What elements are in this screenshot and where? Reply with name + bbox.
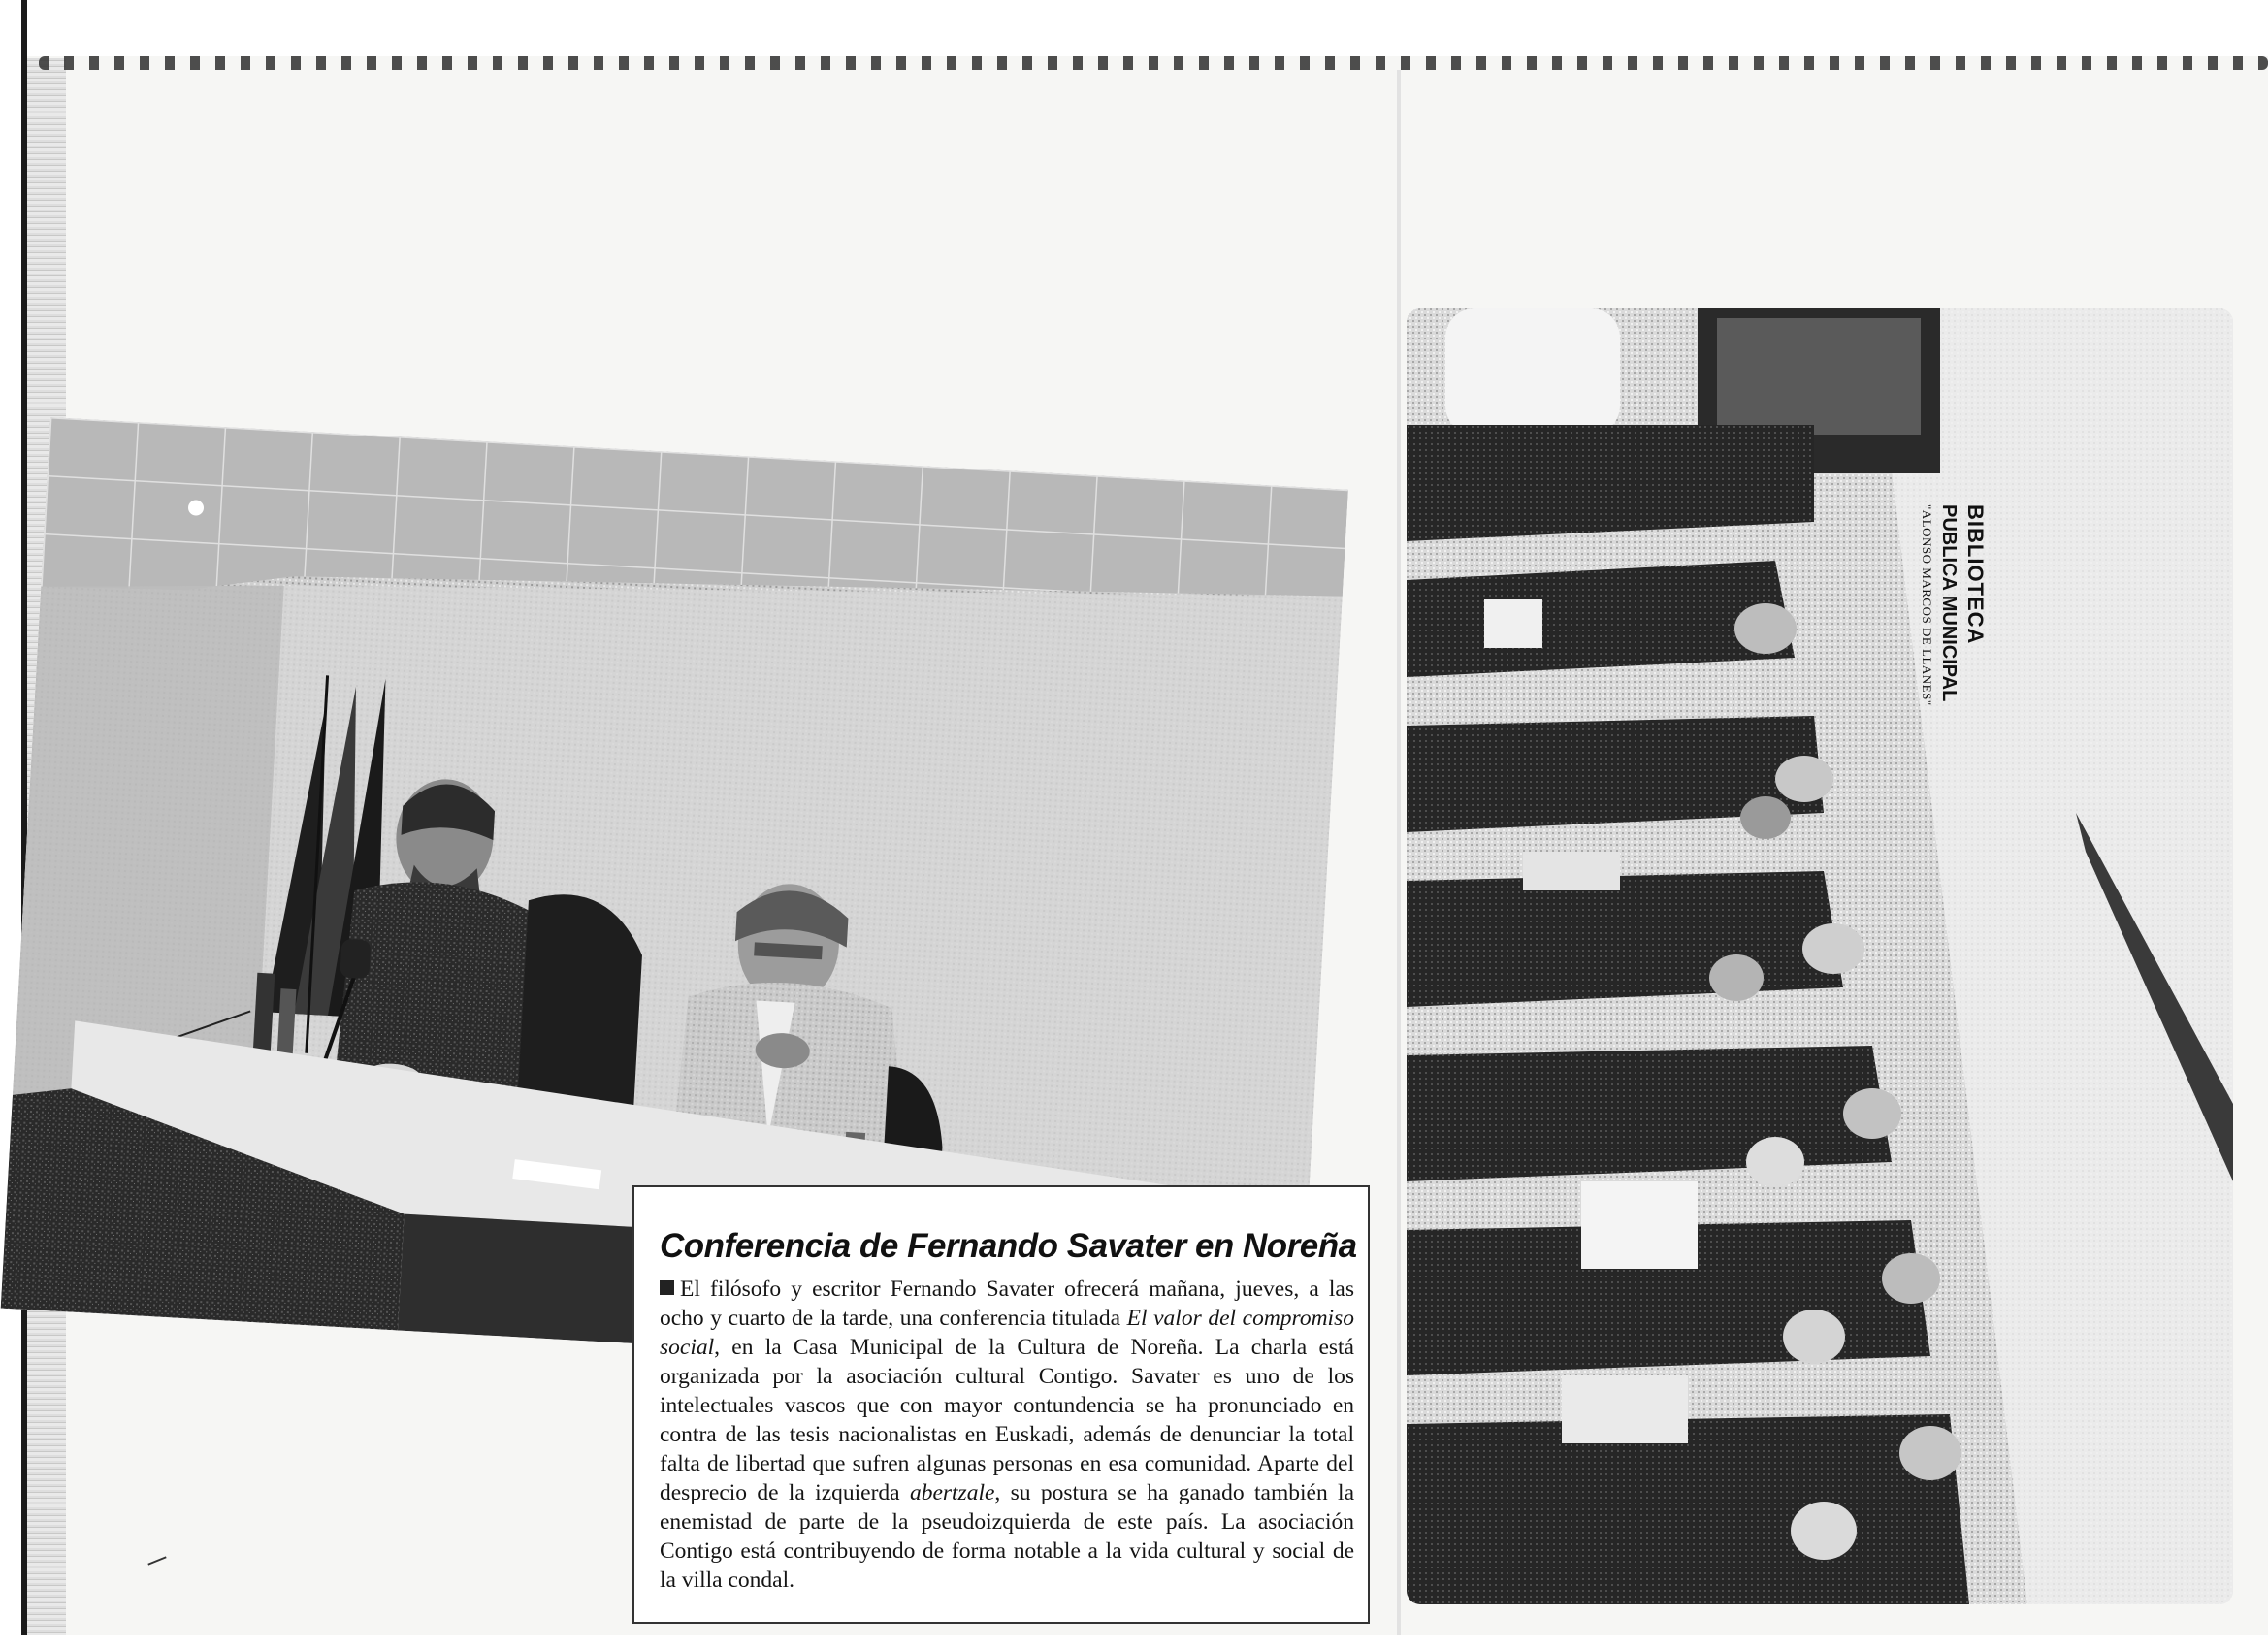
pencil-mark <box>147 1556 166 1565</box>
article-body-part-2: , en la Casa Municipal de la Cultura de Noreña. La charla está organizada por la asociación cultural Contigo. Savater es uno de los intelectuales vascos que con mayor contundencia se ha pronunciado en contra de las tesis nacionalistas en Euskadi, además de denunciar la total falta de libertad que sufren algunas personas en esa comunidad. Aparte del desprecio de la izquierda <box>660 1335 1354 1505</box>
bullet-square-icon <box>660 1280 674 1295</box>
article-body-part-3: , su postura se ha ganado también la enemistad de parte de la pseudoizquierda de este país. La asociación Contigo está contribuyendo de forma notable a la vida cultural y social de la villa condal. <box>660 1480 1354 1593</box>
article-body <box>660 1275 1354 1595</box>
perforation-row <box>39 56 2268 70</box>
article-body-italic-term: abertzale <box>909 1480 995 1505</box>
article-body-part-1: El filósofo y escritor Fernando Savater ofrecerá mañana, jueves, a las ocho y cuarto de la tarde, una conferencia titulada <box>660 1277 1354 1331</box>
article-box <box>632 1185 1370 1624</box>
page-fold-line <box>1397 70 1401 1649</box>
audience-photo <box>1407 308 2233 1604</box>
binding-edge <box>0 0 27 1649</box>
sign-line-2: PUBLICA MUNICIPAL <box>1938 504 1960 702</box>
scan-top-margin <box>0 0 2268 56</box>
library-sign <box>1872 504 1989 718</box>
article-body-title: El valor del compromiso social <box>660 1306 1354 1360</box>
sign-line-1: BIBLIOTECA <box>1963 504 1988 645</box>
audience-photo-image <box>1407 308 2233 1604</box>
article-headline: Conferencia de Fernando Savater en Noreña <box>660 1227 1357 1265</box>
sign-line-3: "ALONSO MARCOS DE LLANES" <box>1920 504 1934 706</box>
scan-bottom-margin <box>0 1635 2268 1649</box>
